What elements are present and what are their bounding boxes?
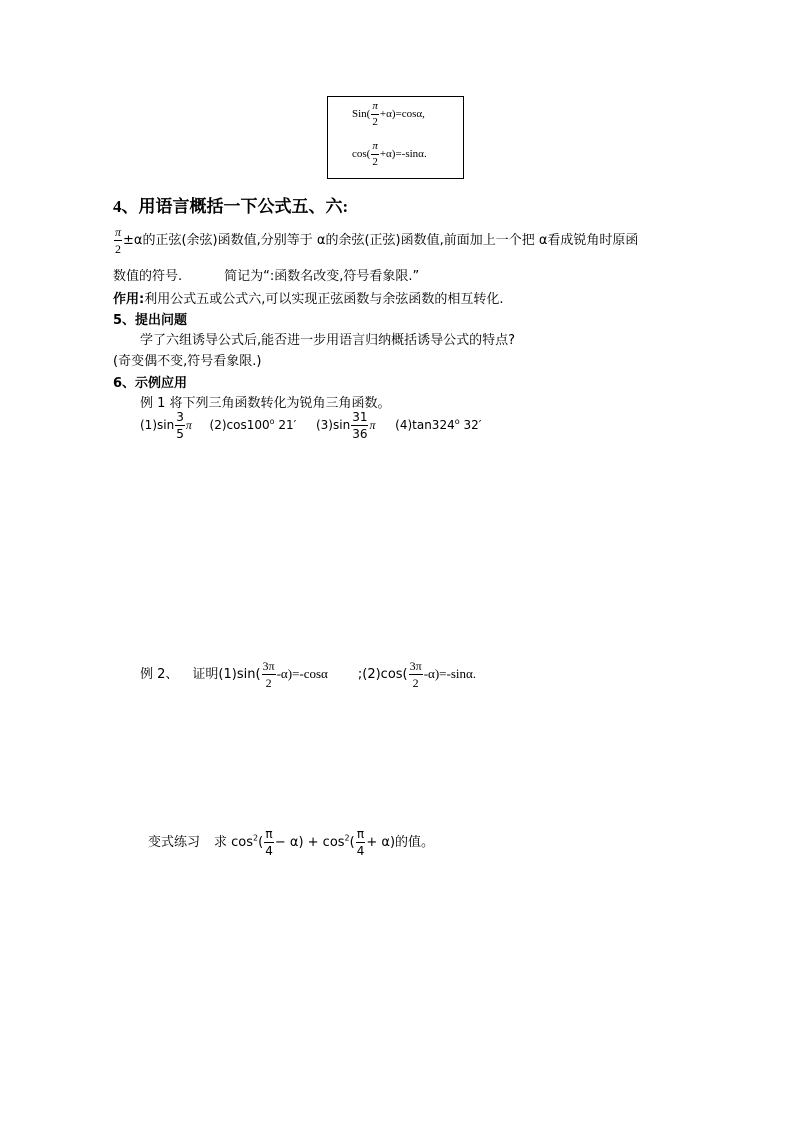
- fraction: [371, 101, 379, 128]
- formula-text: Sin(: [352, 108, 371, 121]
- section4-line1: [113, 226, 638, 255]
- fraction-denominator: 5: [176, 427, 184, 441]
- example1-problems: [140, 411, 481, 440]
- section4-line2-b: 简记为“:函数名改变,符号看象限.”: [224, 269, 420, 284]
- ex1-part2: (2)cos100: [209, 418, 270, 432]
- fraction: [356, 828, 366, 857]
- example2-part2-end: -α)=-sinα.: [423, 666, 477, 681]
- minute-mark: 32′: [459, 418, 482, 432]
- fraction-denominator: 36: [352, 427, 368, 441]
- pi-symbol: π: [185, 418, 192, 432]
- effect-text: 利用公式五或公式六,可以实现正弦函数与余弦函数的相互转化.: [144, 292, 504, 307]
- example2: [140, 660, 476, 689]
- fraction: [264, 828, 274, 857]
- fraction: [262, 660, 276, 689]
- formula-cos-line: [352, 141, 427, 168]
- minute-mark: 21′: [274, 418, 297, 432]
- formula-sin-line: [352, 101, 425, 128]
- degree-mark: o: [454, 417, 460, 426]
- fraction-numerator: π: [115, 225, 122, 239]
- degree-mark: o: [269, 417, 275, 426]
- example2-label: 例 2、: [140, 667, 179, 682]
- fraction-denominator: 4: [356, 844, 365, 858]
- example2-part1: 证明(1)sin(: [192, 667, 261, 682]
- ex1-part4: (4)tan324: [395, 418, 455, 432]
- fraction-numerator: 31: [352, 410, 368, 424]
- fraction: [351, 411, 368, 440]
- variant-exercise: [148, 828, 434, 857]
- section4-line1-text: ±α的正弦(余弦)函数值,分别等于 α的余弦(正弦)函数值,前面加上一个把 α看成锐角时原函: [123, 233, 639, 248]
- section5-line2: (奇变偶不变,符号看象限.): [113, 354, 262, 369]
- fraction: [371, 141, 379, 168]
- variant-text: + α)的值。: [366, 835, 435, 850]
- example1-title: 例 1 将下列三角函数转化为锐角三角函数。: [140, 396, 391, 411]
- fraction-denominator: 2: [372, 156, 378, 168]
- fraction: [409, 660, 423, 689]
- variant-text: − α) + cos: [274, 835, 345, 850]
- fraction-denominator: 2: [372, 116, 378, 128]
- fraction-numerator: 3π: [262, 659, 275, 673]
- section4-line2-a: 数值的符号.: [113, 269, 183, 284]
- section4-effect: [113, 288, 503, 307]
- section5-heading: 5、提出问题: [113, 313, 188, 328]
- variant-label: 变式练习: [148, 835, 201, 850]
- ex1-part3-label: (3)sin: [315, 418, 351, 432]
- fraction-numerator: π: [265, 827, 273, 841]
- formula-box: [327, 96, 464, 179]
- fraction-denominator: 2: [412, 676, 419, 690]
- exponent: 2: [253, 833, 259, 843]
- variant-text: 求 cos: [214, 835, 254, 850]
- formula-text: +α)=cosα,: [379, 108, 425, 121]
- variant-text: (: [258, 835, 264, 850]
- variant-text: (: [349, 835, 355, 850]
- example2-part2: ;(2)cos(: [357, 667, 408, 682]
- example2-part1-end: -α)=-cosα: [276, 666, 328, 681]
- fraction-denominator: 2: [265, 676, 272, 690]
- fraction-numerator: π: [356, 827, 365, 841]
- section4-line2: [113, 265, 419, 284]
- fraction: [175, 411, 185, 440]
- section4-heading: 4、用语言概括一下公式五、六:: [113, 197, 349, 216]
- formula-text: +α)=-sinα.: [379, 148, 427, 161]
- fraction-numerator: π: [371, 101, 379, 115]
- exponent: 2: [344, 833, 350, 843]
- formula-text: cos(: [352, 148, 371, 161]
- fraction-denominator: 2: [115, 242, 121, 256]
- pi-symbol: π: [369, 418, 376, 432]
- section6-heading: 6、示例应用: [113, 376, 188, 391]
- fraction-denominator: 4: [265, 844, 273, 858]
- fraction-numerator: π: [371, 141, 379, 155]
- ex1-part1-label: (1)sin: [140, 418, 175, 432]
- fraction-numerator: 3: [176, 410, 184, 424]
- section5-line1: 学了六组诱导公式后,能否进一步用语言归纳概括诱导公式的特点?: [140, 333, 516, 348]
- fraction-numerator: 3π: [409, 659, 422, 673]
- fraction: [114, 226, 122, 255]
- effect-label: 作用:: [113, 292, 145, 307]
